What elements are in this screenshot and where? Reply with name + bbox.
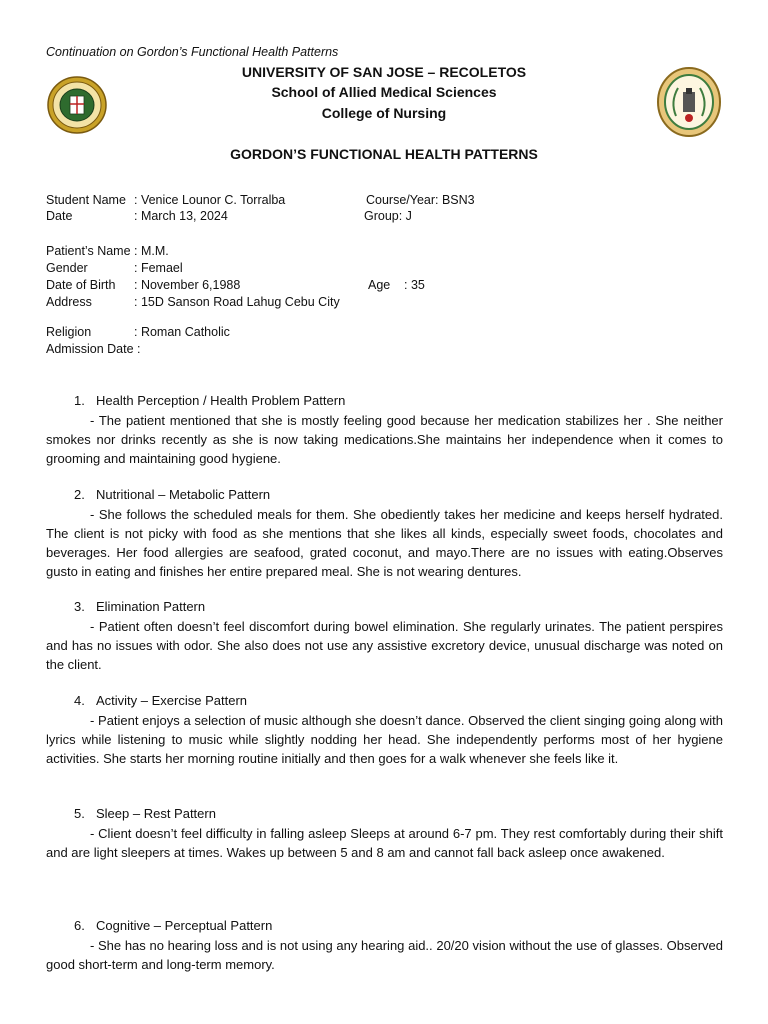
section-number: 4.	[74, 693, 85, 708]
section-text: - Patient often doesn’t feel discomfort during bowel elimination. She regularly urinates. The patient perspires and has no issues with odor. She also does not use any assistive excretory device, unusual discharge was noted on the client.	[46, 619, 723, 672]
section-title-text: Cognitive – Perceptual Pattern	[96, 918, 273, 933]
section-text: - Client doesn’t feel difficulty in falling asleep Sleeps at around 6-7 pm. They rest comfortably during their shift and are light sleepers at times. Wakes up between 5 and 8 am and cannot fall back asleep once awakened.	[46, 826, 723, 860]
section-paragraph	[46, 617, 723, 674]
section-title-text: Sleep – Rest Pattern	[96, 806, 216, 821]
section-title-text: Health Perception / Health Problem Pattern	[96, 393, 346, 408]
section-text: - She follows the scheduled meals for them. She obediently takes her medicine and keeps herself hydrated. The client is not picky with food as she mentions that she likes all kinds, especially sweet foods, chocolates and beverages. Her food allergies are seafood, grated coconut, and mayo.There are no issues with eating.Observes gusto in eating and finishes her entire prepared meal. She is not wearing dentures.	[46, 507, 723, 579]
section-number: 3.	[74, 599, 85, 614]
section-title-text: Activity – Exercise Pattern	[96, 693, 247, 708]
address-value: : 15D Sanson Road Lahug Cebu City	[134, 295, 340, 309]
address-label: Address	[46, 295, 92, 309]
religion-value: : Roman Catholic	[134, 325, 230, 339]
section-title-text: Elimination Pattern	[96, 599, 206, 614]
section-number: 5.	[74, 806, 85, 821]
dob-value: : November 6,1988	[134, 278, 241, 292]
section-text: - Patient enjoys a selection of music although she doesn’t dance. Observed the client singing going along with lyrics while listening to music while slightly nodding her head. She independently performs most of her hygiene activities. She starts her morning routine initially and then goes for a walk whenever she feels like it.	[46, 713, 723, 766]
section-title	[74, 693, 247, 708]
section-paragraph	[46, 505, 723, 581]
date-value: : March 13, 2024	[134, 209, 228, 223]
group: Group: J	[364, 209, 412, 223]
document-title: GORDON’S FUNCTIONAL HEALTH PATTERNS	[230, 146, 538, 162]
continuation-note: Continuation on Gordon’s Functional Health Patterns	[46, 45, 339, 59]
section-number: 1.	[74, 393, 85, 408]
section-title	[74, 806, 216, 821]
student-name-value: : Venice Lounor C. Torralba	[134, 193, 286, 207]
age-value: : 35	[404, 278, 425, 292]
section-title	[74, 599, 205, 614]
university-name: UNIVERSITY OF SAN JOSE – RECOLETOS	[241, 64, 527, 80]
student-name-label: Student Name	[46, 193, 126, 207]
course-year: Course/Year: BSN3	[366, 193, 475, 207]
section-number: 2.	[74, 487, 85, 502]
section-paragraph	[46, 411, 723, 468]
college-name: College of Nursing	[321, 105, 447, 121]
section-paragraph	[46, 936, 723, 974]
section-title	[74, 487, 270, 502]
patient-name-value: : M.M.	[134, 244, 169, 258]
age-label: Age	[368, 278, 391, 292]
section-text: - She has no hearing loss and is not using any hearing aid.. 20/20 vision without the use of glasses. Observed good short-term and long-term memory.	[46, 938, 723, 972]
section-title	[74, 918, 272, 933]
date-label: Date	[46, 209, 73, 223]
admission-date-label: Admission Date :	[46, 342, 141, 356]
section-title	[74, 393, 345, 408]
patient-name-label: Patient’s Name	[46, 244, 131, 258]
section-title-text: Nutritional – Metabolic Pattern	[96, 487, 271, 502]
section-number: 6.	[74, 918, 85, 933]
section-paragraph	[46, 711, 723, 768]
school-name: School of Allied Medical Sciences	[271, 84, 497, 100]
section-text: - The patient mentioned that she is mostly feeling good because her medication stabilizes her . She neither smokes nor drinks recently as she is now taking medications.She maintains her independence when it comes to grooming and maintaining good hygiene.	[46, 413, 723, 466]
dob-label: Date of Birth	[46, 278, 116, 292]
gender-label: Gender	[46, 261, 88, 275]
religion-label: Religion	[46, 325, 92, 339]
section-paragraph	[46, 824, 723, 862]
gender-value: : Femael	[134, 261, 183, 275]
